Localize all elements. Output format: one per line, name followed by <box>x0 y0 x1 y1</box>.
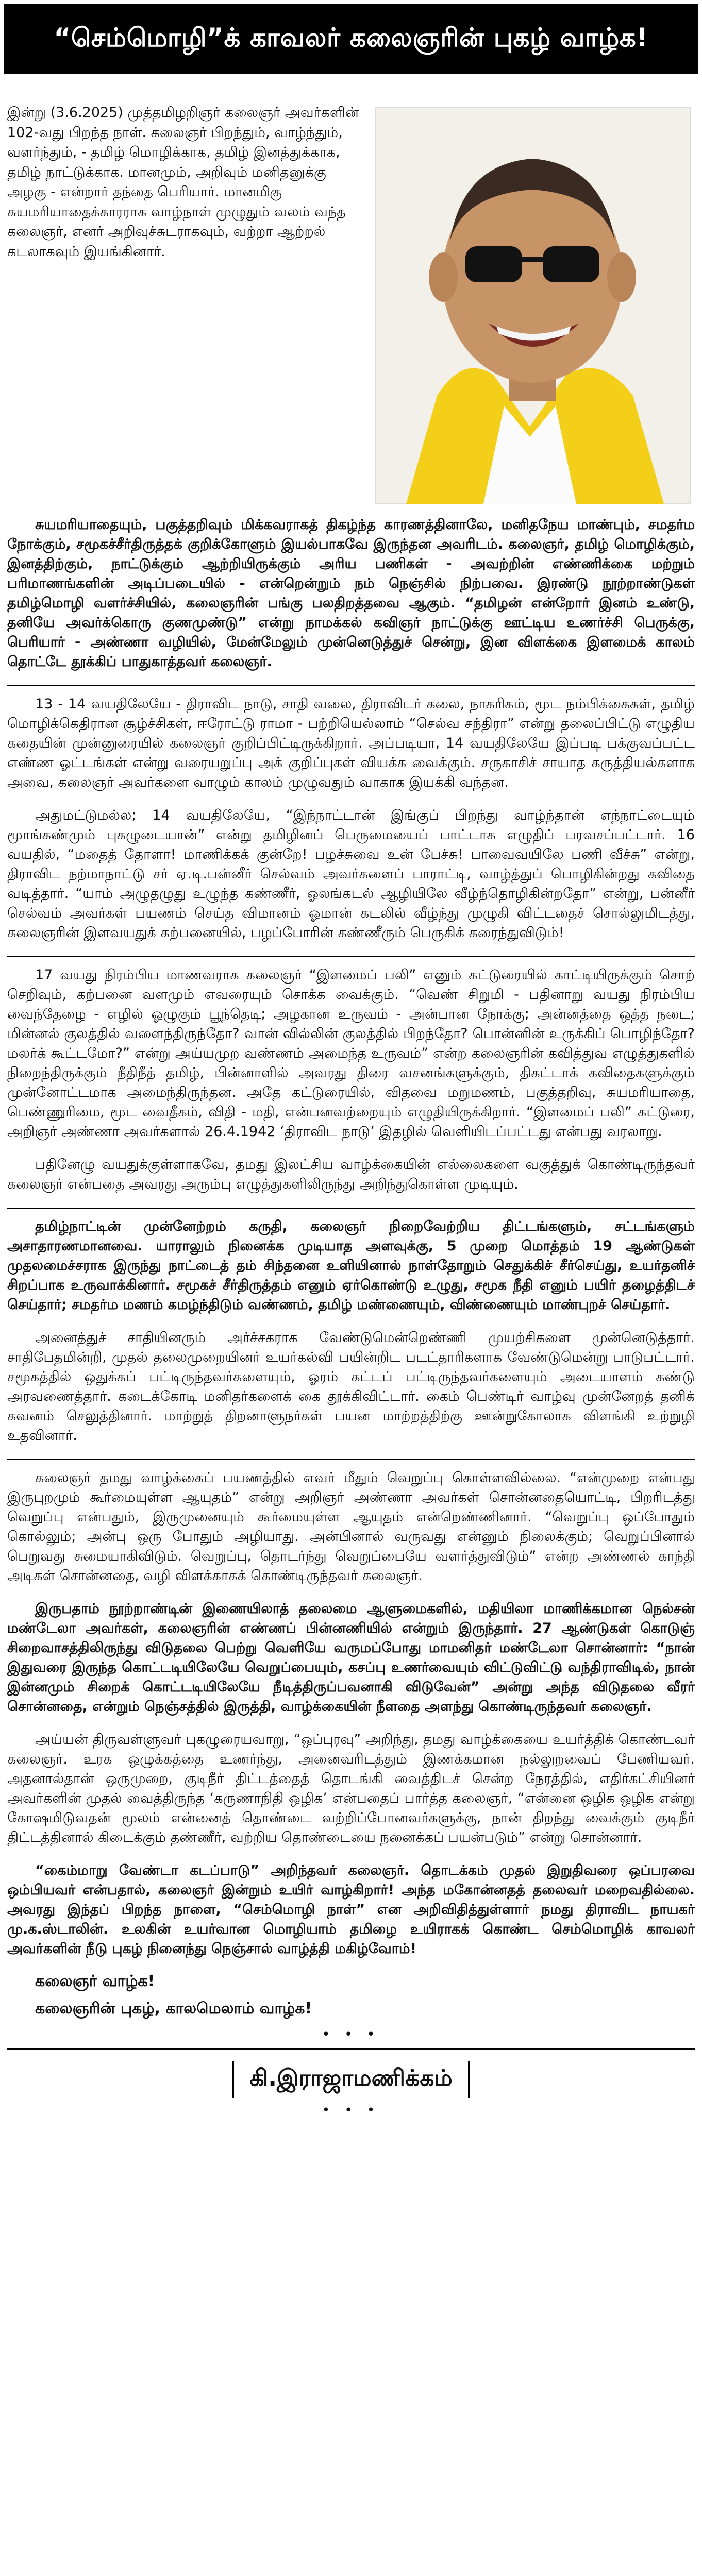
closing-line-2: கலைஞரின் புகழ், காலமெலாம் வாழ்க! <box>35 1999 312 2018</box>
article-body <box>7 515 695 2118</box>
intro-paragraph: இன்று (3.6.2025) முத்தமிழறிஞர் கலைஞர் அவர்களின் 102-வது பிறந்த நாள். கலைஞர் பிறந்தும், வாழ்ந்தும், வளர்ந்தும், - தமிழ் மொழிக்காக, தமிழ் இனத்துக்காக, தமிழ் நாட்டுக்காக. மானமும், அறிவும் மனிதனுக்கு அழகு - என்றார் தந்தை பெரியார். மானமிகு சுயமரியாதைக்காரராக வாழ்நாள் முழுதும் வலம் வந்த கலைஞர், எனர் அறிவுச்சுடராகவும், வற்றா ஆற்றல் கடலாகவும் இயங்கினார். <box>7 105 359 260</box>
paragraph-7: அனைத்துச் சாதியினரும் அர்ச்சகராக வேண்டுமென்றெண்ணி முயற்சிகளை முன்னெடுத்தார். சாதிபேதமின்றி, முதல் தலைமுறையினர் உயர்கல்வி பயின்றிட படட்தாரிகளாக வேண்டுமென்று பாடுபட்டார். சமூகத்தில் ஒதுக்கப் பட்டிருந்தவர்களையும், ஓரம் கட்டப் பட்டிருந்தவர்களையும் அடையாளம் கண்டு அரவணைத்தார். கடைக்கோடி மனிதர்களைக் கை தூக்கிவிட்டார். கைம் பெண்டிர் வாழ்வு முன்னேறத் தனிக் கவனம் செலுத்தினார். மாற்றுத் திறனாளுநர்கள் பயன மாற்றத்திற்கு ஊன்றுகோலாக விளங்கி உற்றுழி உதவினார். <box>7 1330 695 1444</box>
separator-dots: • • • <box>322 2027 380 2042</box>
author-signature: கி.இராஜாமணிக்கம் <box>232 2061 470 2098</box>
signature-rule <box>7 2048 695 2050</box>
divider <box>7 956 695 957</box>
paragraph-2: 13 - 14 வயதிலேயே - திராவிட நாடு, சாதி வலை, திராவிடர் கலை, நாகரிகம், மூட நம்பிக்கைகள், தமிழ் மொழிக்கெதிரான சூழ்ச்சிகள், ஈரோட்டு ராமா - பற்றியெல்லாம் “செல்வ சந்திரா” என்று தலைப்பிட்டு எழுதிய கதையின் முன்னுரையில் கலைஞர் குறிப்பிட்டிருக்கிறார். அப்படியா, 14 வயதிலேயே இப்படி பக்குவப்பட்ட எண்ண ஓட்டங்கள் என்று வரையறுப்பு அக் குறிப்புகள் வியக்க வைக்கும். சருகாசிச் சாயாத கருத்தியல்களாக அவை, கலைஞர் அவர்களை வாழும் காலம் முழுவதும் வாகாக இயக்கி வந்தன. <box>7 696 695 790</box>
portrait-photo <box>375 107 691 504</box>
closing-line-1: கலைஞர் வாழ்க! <box>35 1972 155 1990</box>
paragraph-1: சுயமரியாதையும், பகுத்தறிவும் மிக்கவராகத் திகழ்ந்த காரணத்தினாலே, மனிதநேய மாண்பும், சமதர்ம நோக்கும், சமூகச்சீர்திருத்தக் குறிக்கோளும் இயல்பாகவே இருந்தன அவரிடம். கலைஞர், தமிழ் மொழிக்கும், இனத்திற்கும், நாட்டுக்கும் ஆற்றியிருக்கும் அரிய பணிகள் - அவற்றின் எண்ணிக்கை மற்றும் பரிமாணங்களின் அடிப்படையில் - என்றென்றும் நம் நெஞ்சில் நிற்பவை. இரண்டு நூற்றாண்டுகள் தமிழ்மொழி வளர்ச்சியில், கலைஞரின் பங்கு பலதிறத்தவை ஆகும். “தமிழன் என்றோர் இனம் உண்டு, தனியே அவர்க்கொரு குணமுண்டு” என்று நாமக்கல் கவிஞர் நாட்டுக்கு ஊட்டிய உணர்ச்சி பெருக்கு, பெரியார் - அண்ணா வழியில், மேன்மேலும் முன்னெடுத்துச் சென்று, இன விளக்கை இளமைக் காலம் தொட்டே தூக்கிப் பாதுகாத்தவர் கலைஞர். <box>7 517 695 670</box>
paragraph-5: பதினேழு வயதுக்குள்ளாகவே, தமது இலட்சிய வாழ்க்கையின் எல்லைகளை வகுத்துக் கொண்டிருந்தவர் கலைஞர் என்பதை அவரது அரும்பு எழுத்துகளிலிருந்து அறிந்துகொள்ள முடியும். <box>7 1157 695 1192</box>
bottom-dots: • • • <box>322 2103 380 2118</box>
paragraph-9: இருபதாம் நூற்றாண்டின் இணையிலாத் தலைமை ஆளுமைகளில், மதியிலா மாணிக்கமான நெல்சன் மண்டேலா அவர்கள், கலைஞரின் எண்ணப் பின்னணியில் என்றும் இருந்தார். 27 ஆண்டுகள் கொடுஞ் சிறைவாசத்திலிருந்து விடுதலை பெற்று வெளியே வருமப்போது மாமனிதர் மண்டேலா சொன்னார்: “நான் இதுவரை இருந்த கொட்டடியிலேயே வெறுப்பையும், கசப்பு உணர்வையும் விட்டுவிட்டு வந்திராவிடில், நான் இன்னமும் சிறைக் கொட்டடியிலேயே நீடித்திருப்பவனாகி விடுவேன்” அன்று அந்த விடுதலை வீரர் சொன்னதை, என்றும் நெஞ்சத்தில் இருத்தி, வாழ்க்கையின் நீளதை அளந்து கொண்டிருந்தவர் கலைஞர். <box>7 1601 695 1715</box>
paragraph-11: “கைம்மாறு வேண்டா கடப்பாடு” அறிந்தவர் கலைஞர். தொடக்கம் முதல் இறுதிவரை ஒப்பரவை ஒம்பியவர் என்பதால், கலைஞர் இன்றும் உயிர் வாழ்கிறார்! அந்த மகோன்னதத் தலைவர் மறைவதில்லை. அவரது இந்தப் பிறந்த நாளை, “செம்மொழி நாள்” என அறிவிதித்துள்ளார் நமது திராவிட நாயகர் மு.க.ஸ்டாலின். உலகின் உயர்வான மொழியாம் தமிழை உயிராகக் கொண்ட செம்மொழிக் காவலர் அவர்களின் நீடு புகழ் நினைந்து நெஞ்சால் வாழ்த்தி மகிழ்வோம்! <box>7 1862 695 1957</box>
banner-title: “செம்மொழி”க் காவலர் கலைஞரின் புகழ் வாழ்க! <box>4 4 698 74</box>
signature-row <box>7 2061 695 2098</box>
divider <box>7 1208 695 1209</box>
intro-section <box>7 103 695 515</box>
paragraph-4: 17 வயது நிரம்பிய மாணவராக கலைஞர் “இளமைப் பலி” எனும் கட்டுரையில் காட்டியிருக்கும் சொற் செறிவும், கற்பனை வளமும் எவரையும் சொக்க வைக்கும். “வெண் சிறுமி - பதினாறு வயது நிரம்பிய வைந்தேழை - எழில் ஓழுகும் பூந்தெடி; அழகான உருவம் - அன்பான நோக்கு; அன்னத்தை ஒத்த நடை; மின்னல் குலத்தில் வளைந்திருந்தோ? வான் வில்லின் குலத்தில் பிறந்தோ? பொன்னின் உருக்கிப் பொழிந்தோ? மலர்க் கூட்டமோ?” என்று அய்யமுற வண்ணம் அமைந்த உருவம்” என்ற கலைஞரின் கவித்துவ எழுத்துகளில் நிறைந்திருக்கும் நீதிநீத் தமிழ், பின்னாளில் அவரது திரை வசனங்களுக்கும், திகட்டாக் கவிதைகளுக்கும் முன்னோட்டமாக அமைந்திருந்தன. அதே கட்டுரையில், விதவை மறுமணம், பகுத்தறிவு, சுயமரியாதை, பெண்ணுரிமை, மூட வைதீகம், விதி - மதி, என்பனவற்றையும் எழுதியிருக்கிறார். “இளமைப் பலி” கட்டுரை, அறிஞர் அண்ணா அவர்களால் 26.4.1942 ‘திராவிட நாடு’ இதழில் வெளியிடப்பட்டது என்பது வரலாறு. <box>7 967 695 1140</box>
divider <box>7 1459 695 1460</box>
paragraph-3: அதுமட்டுமல்ல; 14 வயதிலேயே, “இந்நாட்டான் இங்குப் பிறந்து வாழ்ந்தான் எந்நாட்டையும் மூாங்கண்மும் புகழுடையான்” என்று தமிழினப் பெருமையைப் பாட்டாக எழுதிப் பரவசப்பட்டார். 16 வயதில், “மதைத் தோளா! மாணிக்கக் குன்றே! பழச்சுவை உன் பேச்சு! பாவைவயிலே பணி வீச்சு” என்று, திராவிட நற்மாநாட்டு சர் ஏ.டி.பன்னீர் செல்வம் அவர்களைப் பாராட்டி, வாழ்த்துப் பொழிகின்றது கவிதை வடித்தார். “யாம் அழுதழுது உழுந்த கண்ணீர், ஓலங்கடல் ஆழியிலே வீழ்ந்தொழிகின்றதோ” என்று, பன்னீர் செல்வம் அவர்கள் பயணம் செய்த விமானம் ஓமான் கடலில் வீழ்ந்து முழுகி விட்டதைச் சொல்லுமிடத்து, கலைஞரின் இளவயதுக் கற்பனையில், பழப்போரின் கண்ணீரும் பெருகிக் கரைந்துவிடும்! <box>7 807 695 941</box>
paragraph-6: தமிழ்நாட்டின் முன்னேற்றம் கருதி, கலைஞர் நிறைவேற்றிய திட்டங்களும், சட்டங்களும் அசாதாரணமானவை. யாராலும் நினைக்க முடியாத அளவுக்கு, 5 முறை மொத்தம் 19 ஆண்டுகள் முதலமைச்சராக இருந்து நாட்டைத் தம் சிந்தனை உளியினால் நாள்தோறும் செதுக்கிச் சீர்செய்து, உயர்தனிச் சிறப்பாக உருவாக்கினார். சமூகச் சீர்திருத்தம் எனும் ஏர்கொண்டு உழுது, சமூக நீதி எனும் பயிர் தழைத்திடச் செய்தார்; சமதர்ம மணம் கமழ்ந்திடும் வண்ணம், தமிழ் மண்ணையும், விண்ணையும் மாண்புறச் செய்தார். <box>7 1218 695 1313</box>
divider <box>7 685 695 686</box>
paragraph-10: அய்யன் திருவள்ளுவர் புகழுரையவாறு, “ஒப்புரவு” அறிந்து, தமது வாழ்க்கையை உயர்த்திக் கொண்டவர் கலைஞர். உரக ஒழுக்கத்தை உணர்ந்து, அனைவரிடத்தும் இணக்கமான நல்லுறவைப் பேணியவர். அதனால்தான் ஒருமுறை, குடிநீர் திட்டத்தைத் தொடங்கி வைத்திடச் சென்ற நேரத்தில், எதிர்கட்சியினர் அவர்களின் முதல் வைத்திருந்த ‘கருணாநிதி ஒழிக’ என்பதைப் பார்த்த கலைஞர், “என்னை ஒழிக ஒழிக என்று கோஷமிடுவதன் மூலம் என்னைத் தொண்டை வற்றிப்போனவர்களுக்கு, நான் திறந்து வைக்கும் குடிநீர் திட்டத்தினால் கிடைக்கும் தண்ணீர், வற்றிய தொண்டையை நனைக்கப் பயன்படும்” என்று சொன்னார். <box>7 1732 695 1845</box>
paragraph-8: கலைஞர் தமது வாழ்க்கைப் பயணத்தில் எவர் மீதும் வெறுப்பு கொள்ளவில்லை. “என்முறை என்பது இருபுறமும் கூர்மையுள்ள ஆயுதம்” என்று அறிஞர் அண்ணா அவர்கள் சொன்னதையொட்டி, பிறரிடத்து வெறுப்பு என்பதும், இருமுனையும் கூர்மையுள்ள ஆயுதம் என்றெண்ணினார். “வெறுப்பு ஒப்போதும் கொல்லும்; அன்பு ஒரு போதும் அழியாது. அன்பினால் வருவது என்னும் நிலைக்கும்; வெறுப்பினால் பெறுவது சுமையாகிவிடும். வெறுப்பு, தொடர்ந்து வெறுப்பையே வளர்த்துவிடும்” என்ற அண்ணல் காந்தி அடிகள் சொன்னதை, வழி விளக்காகக் கொண்டிருந்தவர் கலைஞர். <box>7 1470 695 1584</box>
